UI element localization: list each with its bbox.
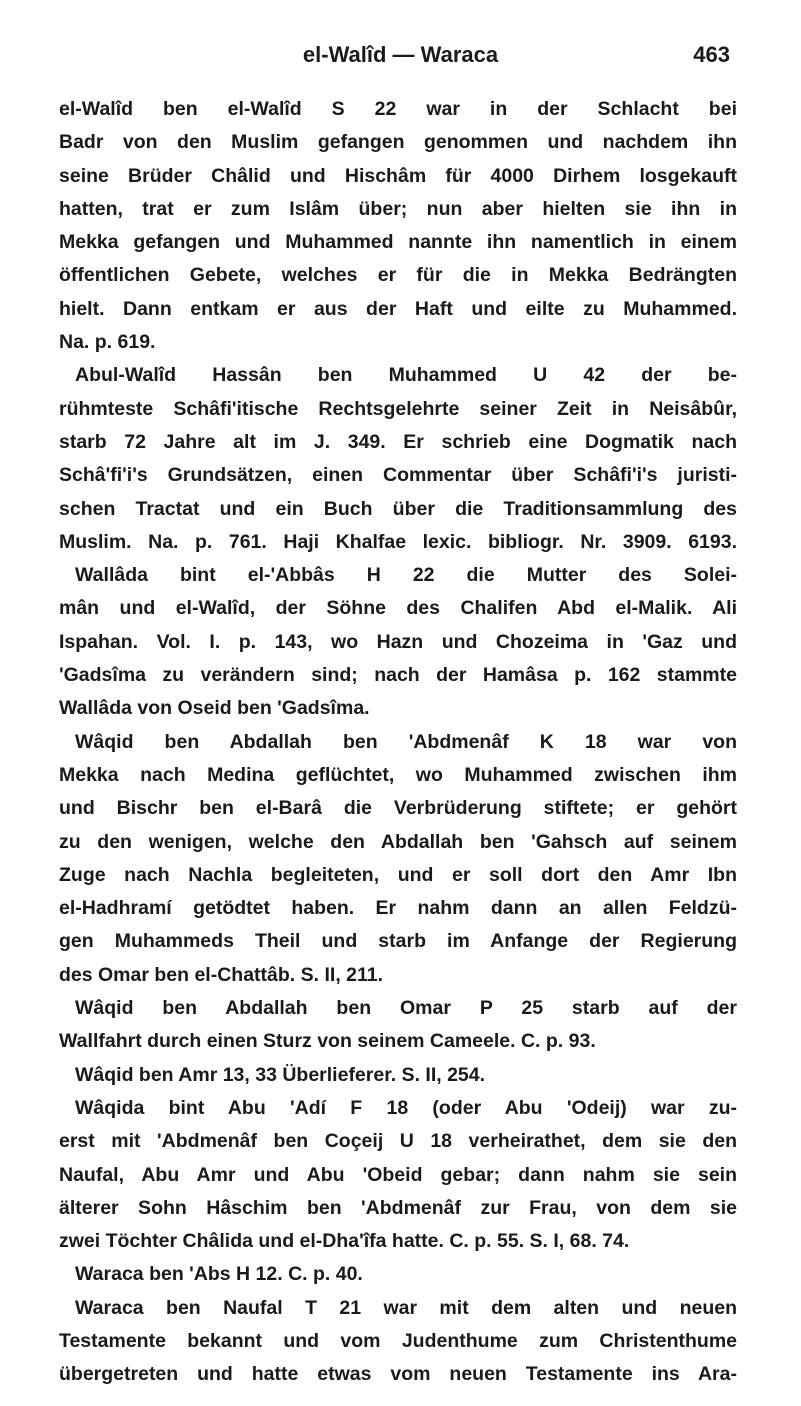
text-line: Muslim. Na. p. 761. Haji Khalfae lexic. bibliogr. Nr. 3909. 6193.	[59, 530, 737, 553]
text-line: Wallâda von Oseid ben 'Gadsîma.	[59, 697, 370, 720]
text-line: seine Brüder Châlid und Hischâm für 4000 Dirhem losgekauft	[59, 164, 737, 187]
text-line: Zuge nach Nachla begleiteten, und er soll dort den Amr Ibn	[59, 863, 737, 886]
text-line: Wâqida bint Abu 'Adí F 18 (oder Abu 'Odeij) war zu-	[75, 1096, 737, 1119]
text-line: öffentlichen Gebete, welches er für die in Mekka Bedrängten	[59, 264, 737, 287]
text-line: el-Walîd ben el-Walîd S 22 war in der Schlacht bei	[59, 98, 737, 120]
text-line: gen Muhammeds Theil und starb im Anfange der Regierung	[59, 930, 737, 953]
text-line: hatten, trat er zum Islâm über; nun aber hielten sie ihn in	[59, 197, 737, 220]
text-line: Waraca ben 'Abs H 12. C. p. 40.	[75, 1263, 363, 1286]
text-line: 'Gadsîma zu verändern sind; nach der Hamâsa p. 162 stammte	[59, 664, 737, 687]
text-line: starb 72 Jahre alt im J. 349. Er schrieb eine Dogmatik nach	[59, 430, 737, 453]
text-line: Waraca ben Naufal T 21 war mit dem alten und neuen	[75, 1296, 737, 1319]
text-line: älterer Sohn Hâschim ben 'Abdmenâf zur Frau, von dem sie	[59, 1196, 737, 1219]
text-line: schen Tractat und ein Buch über die Traditionsammlung des	[59, 497, 737, 520]
text-line: erst mit 'Abdmenâf ben Coçeij U 18 verheirathet, dem sie den	[59, 1130, 737, 1153]
body-text	[59, 93, 737, 1392]
text-line: übergetreten und hatte etwas vom neuen Testamente ins Ara-	[59, 1363, 737, 1386]
running-head	[0, 42, 801, 78]
running-head-title: el-Walîd — Waraca	[302, 42, 499, 67]
text-line: rühmteste Schâfi'itische Rechtsgelehrte seiner Zeit in Neisâbûr,	[59, 397, 737, 420]
text-line: Wâqid ben Abdallah ben 'Abdmenâf K 18 war von	[75, 730, 737, 753]
text-line: und Bischr ben el-Barâ die Verbrüderung stiftete; er gehört	[59, 797, 737, 820]
text-line: Ispahan. Vol. I. p. 143, wo Hazn und Chozeima in 'Gaz und	[59, 630, 737, 653]
text-line: Na. p. 619.	[59, 331, 156, 354]
text-line: Abul-Walîd Hassân ben Muhammed U 42 der be-	[75, 364, 737, 387]
text-line: Wâqid ben Abdallah ben Omar P 25 starb auf der	[75, 997, 737, 1020]
text-line: hielt. Dann entkam er aus der Haft und eilte zu Muhammed.	[59, 297, 737, 320]
text-line: Mekka nach Medina geflüchtet, wo Muhammed zwischen ihm	[59, 763, 737, 786]
text-line: Schâ'fi'i's Grundsätzen, einen Commentar über Schâfi'i's juristi-	[59, 464, 737, 487]
text-line: Badr von den Muslim gefangen genommen und nachdem ihn	[59, 131, 737, 154]
text-line: des Omar ben el-Chattâb. S. II, 211.	[59, 963, 384, 986]
text-line: Mekka gefangen und Muhammed nannte ihn namentlich in einem	[59, 231, 737, 254]
text-line: Naufal, Abu Amr und Abu 'Obeid gebar; dann nahm sie sein	[59, 1163, 737, 1186]
text-line: Wâqid ben Amr 13, 33 Überlieferer. S. II, 254.	[75, 1063, 486, 1086]
text-line: Testamente bekannt und vom Judenthume zum Christenthume	[59, 1329, 737, 1352]
text-line: el-Hadhramí getödtet haben. Er nahm dann an allen Feldzü-	[59, 897, 737, 920]
page-number: 463	[693, 42, 730, 67]
text-line: Wallâda bint el-'Abbâs H 22 die Mutter des Solei-	[75, 564, 737, 587]
text-line: zwei Töchter Châlida und el-Dha'îfa hatte. C. p. 55. S. I, 68. 74.	[59, 1230, 630, 1253]
text-line: zu den wenigen, welche den Abdallah ben 'Gahsch auf seinem	[59, 830, 737, 853]
text-line: Wallfahrt durch einen Sturz von seinem Cameele. C. p. 93.	[59, 1030, 596, 1053]
text-line: mân und el-Walîd, der Söhne des Chalifen Abd el-Malik. Ali	[59, 597, 737, 620]
